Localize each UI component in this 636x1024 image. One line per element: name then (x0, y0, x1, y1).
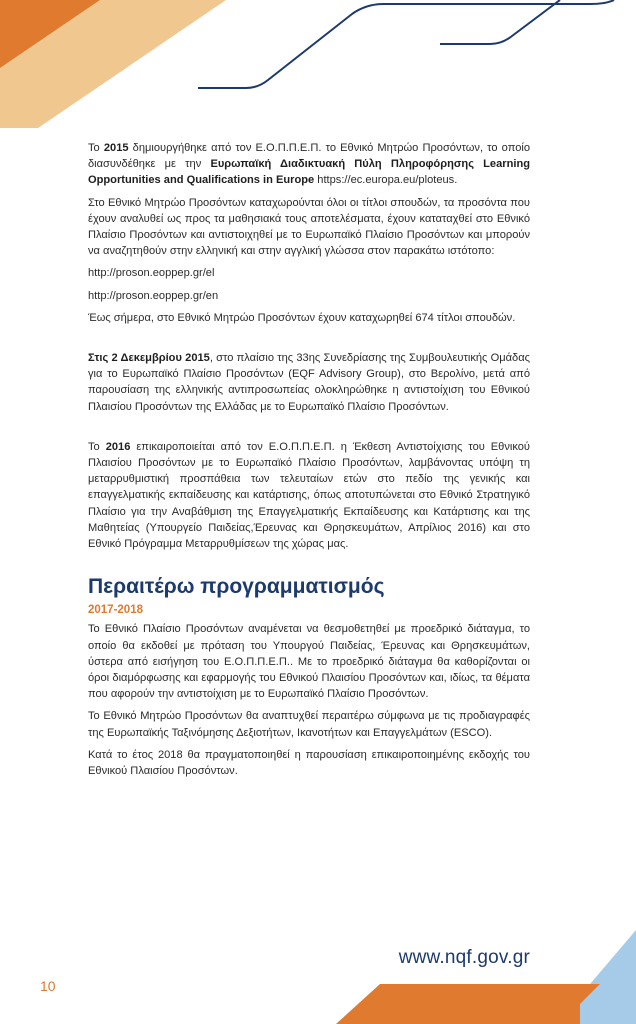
date-dec-2015: Στις 2 Δεκεμβρίου 2015 (88, 352, 210, 365)
link-proson-en[interactable] (88, 288, 530, 304)
paragraph-2018: Κατά το έτος 2018 θα πραγματοποιηθεί η παρουσίαση επικαιροποιημένης εκδοχής του Εθνικού Πλαισίου Προσόντων. (88, 748, 530, 778)
paragraph-2016: Το 2016 επικαιροποιείται από τον Ε.Ο.Π.Π.Ε.Π. η Έκθεση Αντιστοίχισης του Εθνικού Πλαισίου Προσόντων με το Ευρωπαϊκό Πλαίσιο Προσόντων, λαμβάνοντας υπόψη τη μεταρρυθμιστική προσπάθεια των τελευταίων ετών στο πεδίο της γενικής και επαγγελματικής εκπαίδευσης και κατάρτισης, όπως αποτυπώνεται στο Εθνικό Στρατηγικό Πλαίσιο για την Αναβάθμιση της Επαγγελματικής Εκπαίδευσης και Κατάρτισης και της Μαθητείας (Υπουργείο Παιδείας,Έρευνας και Θρησκευμάτων, Απρίλιος 2016) και στο Εθνικό Πρόγραμμα Μεταρρυθμίσεων της χώρας μας. (88, 440, 531, 551)
link-en[interactable]: http://proson.eoppep.gr/en (88, 289, 219, 302)
link-proson-el[interactable] (88, 265, 530, 281)
section-subheading: 2017-2018 (88, 604, 143, 617)
paragraph-count: Έως σήμερα, στο Εθνικό Μητρώο Προσόντων έχουν καταχωρηθεί 674 τίτλοι σπουδών. (88, 311, 516, 324)
year-2015: 2015 (103, 142, 129, 154)
link-el[interactable]: http://proson.eoppep.gr/el (88, 267, 215, 280)
paragraph-decree: Το Εθνικό Πλαίσιο Προσόντων αναμένεται να θεσμοθετηθεί με προεδρικό διάταγμα, το οποίο θα εκδοθεί με πρόταση του Υπουργού Παιδείας, Έρευνας και Θρησκευμάτων, ύστερα από εισήγηση του Ε.Ο.Π.Π.Ε.Π.. Με το προεδρικό διάταγμα θα καθορίζονται οι όροι διαμόρφωσης και εφαρμογής του Εθνικού Πλαισίου Προσόντων και, ιδίως, τα θέματα που αφορούν την αντιστοίχιση με το Ευρωπαϊκό Πλαίσιο Προσόντων. (88, 623, 530, 701)
paragraph-esco: Το Εθνικό Μητρώο Προσόντων θα αναπτυχθεί περαιτέρω σύμφωνα με τις προδιαγραφές της Ευρωπαϊκής Ταξινόμησης Δεξιοτήτων, Ικανοτήτων και Επαγγελμάτων (ESCO). (88, 710, 530, 739)
paragraph-registry: Στο Εθνικό Μητρώο Προσόντων καταχωρούνται όλοι οι τίτλοι σπουδών, τα προσόντα που έχουν αναλυθεί ως προς τα μαθησιακά τους αποτελέσματα, έχουν καταταχθεί στο Εθνικό Πλαίσιο Προσόντων και αντιστοιχηθεί με το Ευρωπαϊκό Πλαίσιο Προσόντων και μπορούν να αναζητηθούν στην ελληνική και στην αγγλική γλώσσα στον παρακάτω ιστότοπο: (88, 196, 530, 258)
section-heading: Περαιτέρω προγραμματισμός (88, 575, 385, 599)
paragraph-2015: Το 2015 δημιουργήθηκε από τον Ε.Ο.Π.Π.Ε.Π. το Εθνικό Μητρώο Προσόντων, το οποίο διασυνδέθηκε με την Ευρωπαϊκή Διαδικτυακή Πύλη Πληροφόρησης Learning Opportunities and Qualifications in Europe https://ec.europa.eu/ploteus. (88, 142, 530, 187)
footer-url[interactable]: www.nqf.gov.gr (398, 947, 530, 968)
portal-name: Ευρωπαϊκή Διαδικτυακή Πύλη Πληροφόρησης Learning Opportunities and Qualifications in Europe (88, 158, 530, 187)
top-navy-line (198, 0, 614, 88)
paragraph-dec-2015: Στις 2 Δεκεμβρίου 2015, στο πλαίσιο της 33ης Συνεδρίασης της Συμβουλευτικής Ομάδας για το Ευρωπαϊκό Πλαίσιο Προσόντων (EQF Advisory Group), στο Βερολίνο, μετά από παρουσίαση της ελληνικής αντιπροσωπείας ολοκληρώθηκε η αντιστοίχιση του Εθνικού Πλαισίου Προσόντων της Ελλάδας με το Ευρωπαϊκό Πλαίσιο Προσόντων. (88, 352, 530, 413)
ploteus-url: https://ec.europa.eu/ploteus. (314, 174, 458, 187)
bottom-orange-band (336, 984, 580, 1024)
top-navy-line-2 (440, 0, 560, 44)
year-2016: 2016 (105, 440, 131, 453)
page-number: 10 (40, 978, 56, 994)
main-content (88, 140, 530, 785)
